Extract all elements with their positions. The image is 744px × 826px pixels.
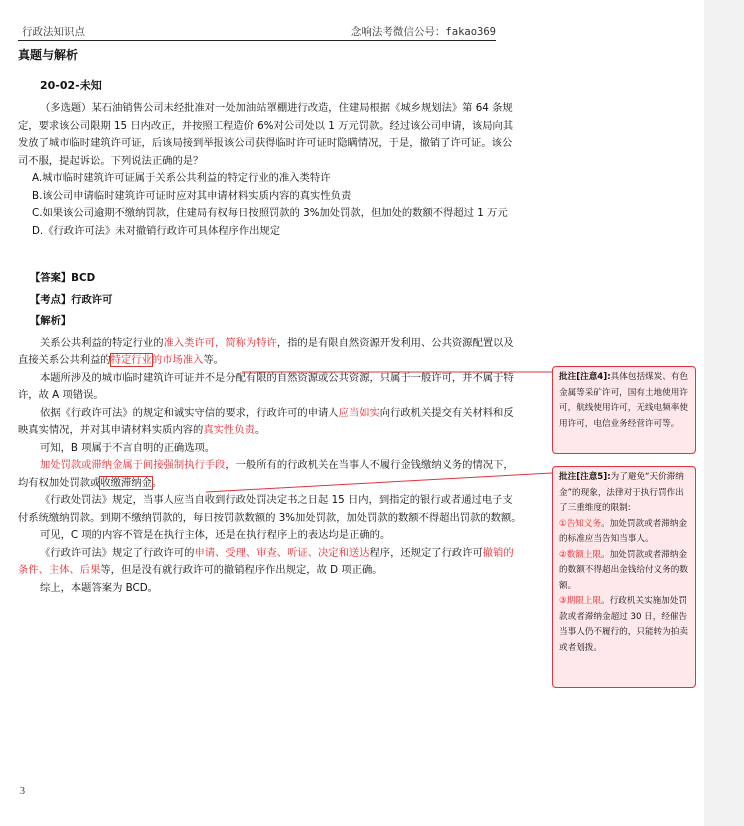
option-c: C.如果该公司逾期不缴纳罚款，住建局有权每日按照罚款的 3%加处罚款，但加处的数额不得超过 1 万元 (32, 207, 508, 219)
comment-anchor-2[interactable]: 收缴滞纳金 (100, 476, 152, 489)
highlight-text: 应当如实 (338, 406, 380, 419)
option-d: D.《行政许可法》未对撤销行政许可具体程序作出规定 (32, 224, 281, 237)
comment-item-text: 。行政机关实施加处罚款或者滞纳金超过 30 日，经催告当事人仍不履行的，只能转为拍卖或者划拨。 (559, 596, 688, 653)
section-title: 真题与解析 (18, 48, 79, 62)
option-b: B.该公司申请临时建筑许可证时应对其申请材料实质内容的真实性负责 (32, 189, 352, 202)
analysis-paragraph-5 (18, 457, 522, 492)
highlight-text: 加处罚款或滞纳金属于间接强制执行手段 (40, 459, 226, 471)
text-run: 。 (151, 476, 163, 489)
analysis-paragraph-3 (18, 405, 522, 440)
analysis-paragraph-8 (18, 545, 522, 580)
header-left-text: 行政法知识点 (22, 26, 85, 38)
comment-item-mark: ②数额上限 (559, 549, 602, 560)
text-run: 等，但是没有就行政许可的撤销程序作出规定，故 D 项正确。 (100, 564, 383, 576)
question-id: 20-02-未知 (40, 79, 102, 92)
analysis-label: 【解析】 (30, 315, 72, 327)
text-run: 。 (254, 424, 266, 436)
text-run: 等。 (203, 354, 224, 366)
comment-text: 具体包括煤炭、有色金属等采矿许可，国有土地使用许可，航线使用许可，无线电频率使用许可，电信业务经营许可等。 (559, 372, 689, 429)
highlight-text: 撤销的条件、主体、后果 (18, 546, 514, 576)
text-run: ，指的是有限自然资源开发利用、公共资源配置以及直接关系公共利益的 (18, 336, 514, 366)
text-run: 程序，还规定了行政许可 (369, 546, 483, 559)
document-body (18, 100, 522, 597)
analysis-paragraph-7: 可见，C 项的内容不管是在执行主体，还是在执行程序上的表达均是正确的。 (40, 529, 391, 541)
highlight-text: 的市场准入 (151, 354, 204, 366)
comment-balloon-2[interactable] (552, 466, 696, 688)
spacer (18, 240, 522, 266)
text-run: 关系公共利益的特定行业的 (40, 336, 164, 349)
answer-label: 【答案】BCD (30, 272, 96, 284)
comment-anchor-1[interactable]: 特定行业 (110, 354, 152, 366)
analysis-paragraph-6: 《行政处罚法》规定，当事人应当自收到行政处罚决定书之日起 15 日内，到指定的银行或者通过电子支付系统缴纳罚款。到期不缴纳罚款的，每日按罚款数额的 3%加处罚款，加处罚款的数额不得超出罚款的数额。 (18, 494, 522, 524)
analysis-paragraph-4: 可知，B 项属于不言自明的正确选项。 (40, 441, 216, 454)
highlight-text: 准入类许可，简称为特许 (163, 336, 277, 349)
comment-item-text: 。加处罚款或者滞纳金的数额不得超出金钱给付义务的数额。 (559, 549, 688, 591)
comment-item-mark: ③期限上限 (559, 596, 602, 606)
highlight-text: 申请、受理、审查、听证、决定和送达 (194, 546, 370, 559)
analysis-paragraph-9: 综上，本题答案为 BCD。 (40, 581, 158, 594)
comment-text: 为了避免“天价滞纳金”的现象，法律对于执行罚作出了三重维度的限制: (559, 472, 684, 513)
comment-item-mark: ①告知义务 (559, 518, 602, 529)
comment-item-text: 。加处罚款或者滞纳金的标准应当告知当事人。 (559, 518, 688, 544)
text-run: 《行政许可法》规定了行政许可的 (40, 546, 195, 559)
question-stem: （多选题）某石油销售公司未经批准对一处加油站罩棚进行改造，住建局根据《城乡规划法》第 64 条规定，要求该公司限期 15 日内改正，并按照工程造价 6%对公司处以 1 万元罚款。经过该公司申请，该局向其发放了城市临时建筑许可证，后该局接到举报该公司获得临时许可证时隐瞒情况，于是，撤销了许可证。该公司不服，提起诉讼。下列说法正确的是？ (18, 102, 514, 167)
option-a: A.城市临时建筑许可证属于关系公共利益的特定行业的准入类特许 (32, 172, 331, 184)
page-header (18, 24, 496, 41)
comment-label: 批注[注意4]: (559, 372, 611, 382)
topic-label: 【考点】行政许可 (30, 293, 113, 306)
text-run: ，一般所有的行政机关在当事人不履行金钱缴纳义务的情况下，均有权加处罚款或 (18, 459, 514, 489)
analysis-paragraph-2: 本题所涉及的城市临时建筑许可证并不是分配有限的自然资源或公共资源，只属于一般许可，并不属于特许，故 A 项错误。 (18, 371, 514, 401)
comment-label: 批注[注意5]: (559, 472, 611, 482)
text-run: 依据《行政许可法》的规定和诚实守信的要求，行政许可的申请人 (40, 406, 339, 419)
header-right-text: 念响法考微信公号：fakao369 (350, 26, 496, 38)
text-run: 向行政机关提交有关材料和反映真实情况，并对其申请材料实质内容的 (18, 406, 514, 436)
page-number: 3 (20, 786, 25, 797)
highlight-text: 真实性负责 (203, 424, 255, 436)
analysis-paragraph-1 (18, 335, 522, 370)
comment-balloon-1[interactable] (552, 366, 696, 454)
